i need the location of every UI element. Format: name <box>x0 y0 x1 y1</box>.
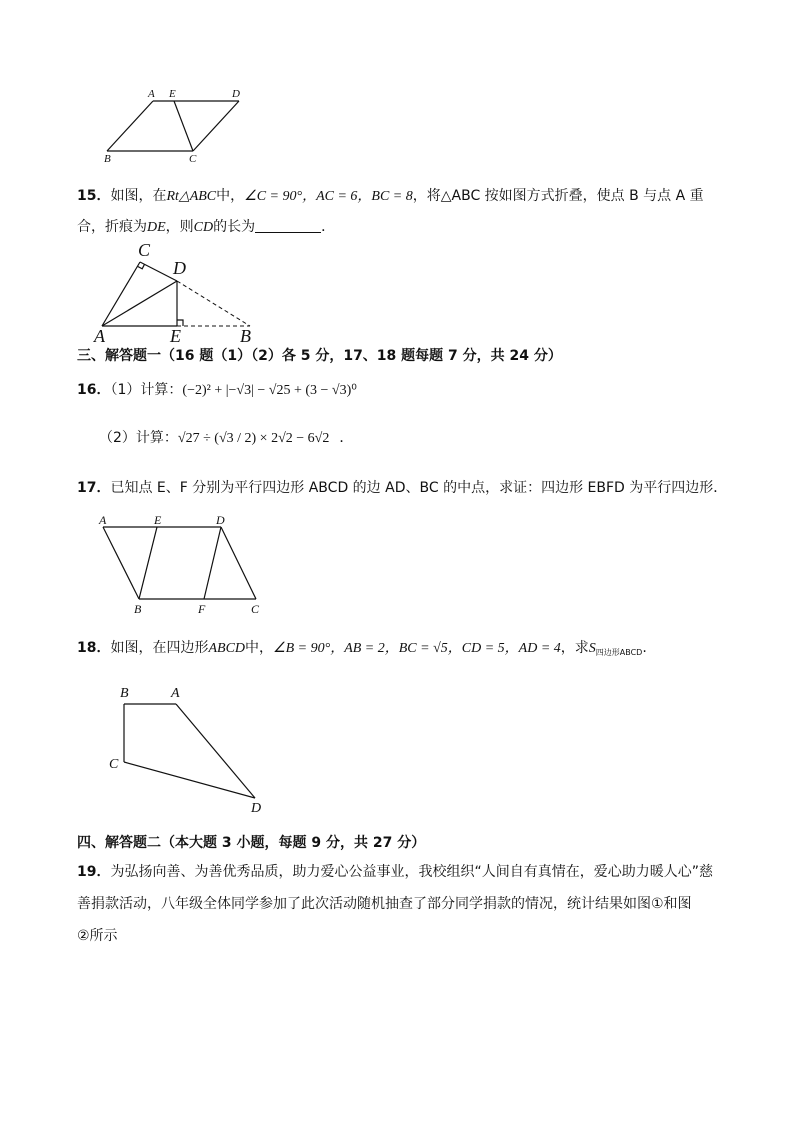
label-A: A <box>99 513 107 527</box>
label-E: E <box>170 326 181 346</box>
area-symbol: S <box>588 641 596 656</box>
q19-line2: 善捐款活动，八年级全体同学参加了此次活动随机抽查了部分同学捐款的情况，统计结果如图①和图 <box>77 896 692 912</box>
label-B: B <box>134 602 142 616</box>
q16-number: 16． <box>77 382 111 398</box>
label-B: B <box>104 153 111 165</box>
label-C: C <box>189 153 197 165</box>
q17-text: 17．已知点 E、F 分别为平行四边形 ABCD 的边 AD、BC 的中点，求证：四边形 EBFD 为平行四边形． <box>77 480 728 496</box>
label-B: B <box>120 686 129 701</box>
q19-number: 19． <box>77 864 111 880</box>
label-E: E <box>154 513 162 527</box>
q19-line3: ②所示 <box>77 928 118 944</box>
area-subscript: 四边形ABCD <box>595 648 643 657</box>
label-A: A <box>94 326 105 346</box>
label-A: A <box>148 88 155 100</box>
label-B: B <box>240 326 251 346</box>
q16-expression-1: (−2)² + |−√3| − √25 + (3 − √3)⁰ <box>182 383 357 398</box>
q17-number: 17． <box>77 480 111 496</box>
q16-expression-2: √27 ÷ (√3 / 2) × 2√2 − 6√2 <box>177 431 330 446</box>
q15-line2: 合，折痕为DE，则CD的长为 ． <box>77 219 336 235</box>
label-F: F <box>198 602 206 616</box>
section-4-title: 四、解答题二（本大题 3 小题，每题 9 分，共 27 分） <box>77 835 426 851</box>
label-D: D <box>173 258 186 278</box>
label-C: C <box>138 240 151 260</box>
label-C: C <box>251 602 260 616</box>
q18-number: 18． <box>77 640 111 656</box>
q18-text: 18．如图，在四边形ABCD中，∠B = 90°，AB = 2，BC = √5，CD = 5，AD = 4，求$S_{四边形ABCD}$. <box>77 640 647 657</box>
label-D: D <box>216 513 225 527</box>
q16-part1: 16．（1）计算：(−2)² + |−√3| − √25 + (3 − √3)⁰ <box>77 382 357 398</box>
label-C: C <box>109 757 119 772</box>
label-E: E <box>169 88 176 100</box>
q15-line1: 15．如图，在Rt△ABC中，∠C = 90°，AC = 6，BC = 8，将△ABC 按如图方式折叠，使点 B 与点 A 重 <box>77 188 704 204</box>
q16-part2: （2）计算：√27 ÷ (√3 / 2) × 2√2 − 6√2 ． <box>99 430 354 446</box>
q15-number: 15． <box>77 188 111 204</box>
q19-line1: 19．为弘扬向善、为善优秀品质，助力爱心公益事业，我校组织“人间自有真情在，爱心助力暖人心”慈 <box>77 864 713 880</box>
label-A: A <box>171 686 180 701</box>
label-D: D <box>232 88 240 100</box>
section-3-title: 三、解答题一（16 题（1）（2）各 5 分，17、18 题每题 7 分，共 24 分） <box>77 348 562 364</box>
label-D: D <box>251 801 262 816</box>
